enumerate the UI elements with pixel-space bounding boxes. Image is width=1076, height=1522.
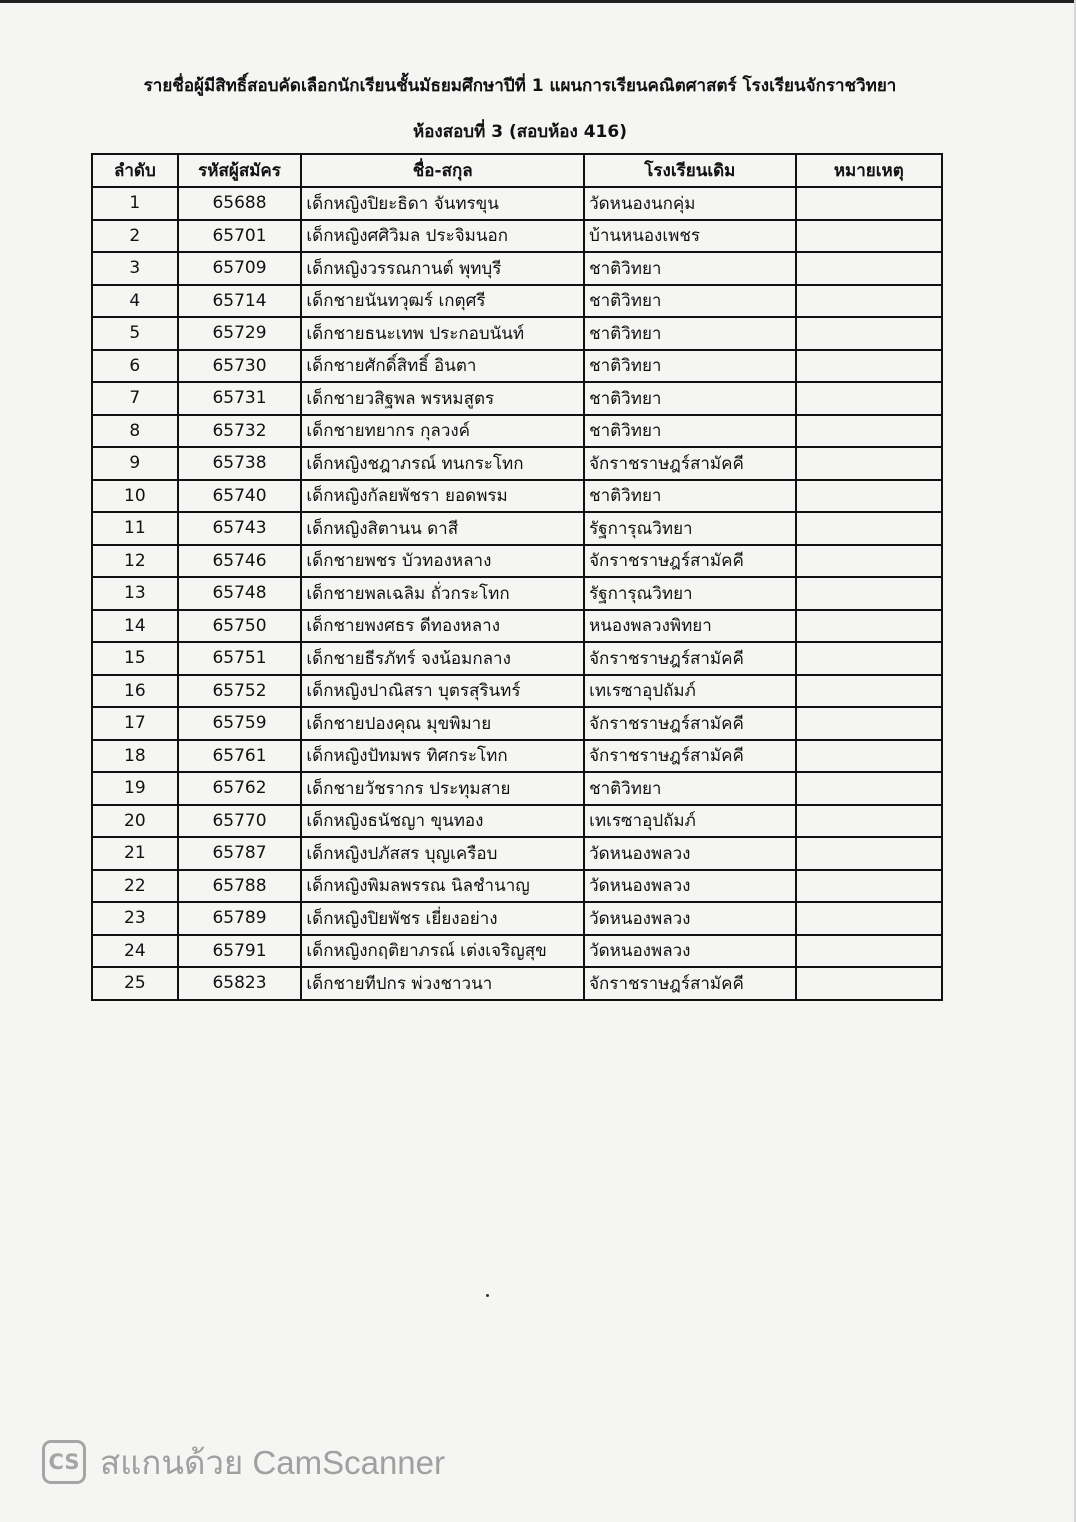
cell-remark	[796, 220, 942, 253]
cell-full-name: เด็กหญิงธนัชญา ขุนทอง	[301, 805, 584, 838]
camscanner-watermark	[42, 1437, 445, 1487]
cell-applicant-code: 65738	[178, 447, 302, 480]
cell-applicant-code: 65752	[178, 675, 302, 708]
cell-previous-school: เทเรซาอุปถัมภ์	[584, 675, 796, 708]
cell-full-name: เด็กหญิงศศิวิมล ประจิมนอก	[301, 220, 584, 253]
cell-remark	[796, 545, 942, 578]
table-row	[92, 805, 942, 838]
cell-remark	[796, 675, 942, 708]
cell-applicant-code: 65709	[178, 252, 302, 285]
table-row	[92, 837, 942, 870]
table-row	[92, 967, 942, 1000]
cell-applicant-code: 65788	[178, 870, 302, 903]
cell-remark	[796, 285, 942, 318]
cell-previous-school: บ้านหนองเพชร	[584, 220, 796, 253]
cell-remark	[796, 707, 942, 740]
cell-previous-school: จักราชราษฎร์สามัคคี	[584, 707, 796, 740]
cell-order: 11	[92, 512, 178, 545]
cell-full-name: เด็กหญิงปัทมพร ทิศกระโทก	[301, 740, 584, 773]
cell-applicant-code: 65746	[178, 545, 302, 578]
table-row	[92, 382, 942, 415]
cell-previous-school: วัดหนองพลวง	[584, 837, 796, 870]
cell-applicant-code: 65750	[178, 610, 302, 643]
cell-full-name: เด็กหญิงปาณิสรา บุตรสุรินทร์	[301, 675, 584, 708]
cell-full-name: เด็กชายทีปกร พ่วงชาวนา	[301, 967, 584, 1000]
cell-previous-school: ชาติวิทยา	[584, 382, 796, 415]
cell-remark	[796, 837, 942, 870]
cell-full-name: เด็กหญิงกฤติยาภรณ์ เต่งเจริญสุข	[301, 935, 584, 968]
table-header-row	[92, 154, 942, 187]
column-header-code: รหัสผู้สมัคร	[178, 154, 302, 187]
document-title: รายชื่อผู้มีสิทธิ์สอบคัดเลือกนักเรียนชั้นมัธยมศึกษาปีที่ 1 แผนการเรียนคณิตศาสตร์ โรงเรียนจักราชวิทยา	[143, 76, 897, 96]
cell-full-name: เด็กหญิงปิยพัชร เยี่ยงอย่าง	[301, 902, 584, 935]
cell-full-name: เด็กชายทยากร กุลวงค์	[301, 415, 584, 448]
cell-order: 16	[92, 675, 178, 708]
cell-remark	[796, 187, 942, 220]
table-row	[92, 610, 942, 643]
cell-applicant-code: 65759	[178, 707, 302, 740]
cell-full-name: เด็กหญิงปิยะธิดา จันทรขุน	[301, 187, 584, 220]
cell-applicant-code: 65789	[178, 902, 302, 935]
cell-remark	[796, 935, 942, 968]
cell-remark	[796, 642, 942, 675]
cell-applicant-code: 65730	[178, 350, 302, 383]
table-row	[92, 935, 942, 968]
cell-applicant-code: 65701	[178, 220, 302, 253]
cell-order: 6	[92, 350, 178, 383]
cell-full-name: เด็กชายศักดิ์สิทธิ์ อินตา	[301, 350, 584, 383]
cell-full-name: เด็กชายวสิฐพล พรหมสูตร	[301, 382, 584, 415]
cell-remark	[796, 577, 942, 610]
cell-full-name: เด็กหญิงปภัสสร บุญเครือบ	[301, 837, 584, 870]
cell-full-name: เด็กชายพชร บัวทองหลาง	[301, 545, 584, 578]
cell-order: 17	[92, 707, 178, 740]
cell-applicant-code: 65731	[178, 382, 302, 415]
cell-remark	[796, 317, 942, 350]
table-body	[92, 187, 942, 1000]
table-row	[92, 707, 942, 740]
cell-previous-school: ชาติวิทยา	[584, 480, 796, 513]
cell-applicant-code: 65787	[178, 837, 302, 870]
table-row	[92, 447, 942, 480]
cell-full-name: เด็กหญิงพิมลพรรณ นิลชำนาญ	[301, 870, 584, 903]
table-row	[92, 740, 942, 773]
table-row	[92, 285, 942, 318]
scan-speck	[486, 1294, 489, 1297]
candidate-table	[91, 153, 943, 1001]
table-row	[92, 317, 942, 350]
cell-order: 21	[92, 837, 178, 870]
table-row	[92, 415, 942, 448]
cell-applicant-code: 65748	[178, 577, 302, 610]
cell-remark	[796, 805, 942, 838]
cell-remark	[796, 350, 942, 383]
cell-applicant-code: 65751	[178, 642, 302, 675]
cell-order: 5	[92, 317, 178, 350]
cell-order: 24	[92, 935, 178, 968]
cell-previous-school: หนองพลวงพิทยา	[584, 610, 796, 643]
table-row	[92, 545, 942, 578]
cell-remark	[796, 967, 942, 1000]
table-row	[92, 642, 942, 675]
cell-full-name: เด็กชายนันทวุฒร์ เกตุศรี	[301, 285, 584, 318]
cell-previous-school: จักราชราษฎร์สามัคคี	[584, 447, 796, 480]
cell-order: 2	[92, 220, 178, 253]
table-row	[92, 870, 942, 903]
table-row	[92, 577, 942, 610]
cell-applicant-code: 65714	[178, 285, 302, 318]
table-row	[92, 350, 942, 383]
cell-remark	[796, 772, 942, 805]
watermark-text: สแกนด้วย CamScanner	[100, 1443, 446, 1481]
cell-applicant-code: 65729	[178, 317, 302, 350]
top-border-line	[0, 0, 1076, 3]
cell-remark	[796, 512, 942, 545]
table-row	[92, 902, 942, 935]
cell-full-name: เด็กหญิงวรรณกานต์ พุทบุรี	[301, 252, 584, 285]
table-row	[92, 187, 942, 220]
cell-remark	[796, 252, 942, 285]
cell-remark	[796, 740, 942, 773]
document-subtitle: ห้องสอบที่ 3 (สอบห้อง 416)	[412, 122, 627, 142]
cell-previous-school: วัดหนองนกคุ่ม	[584, 187, 796, 220]
cell-previous-school: วัดหนองพลวง	[584, 902, 796, 935]
cell-full-name: เด็กหญิงกัลยพัชรา ยอดพรม	[301, 480, 584, 513]
cell-order: 20	[92, 805, 178, 838]
cell-order: 9	[92, 447, 178, 480]
cell-order: 12	[92, 545, 178, 578]
cell-previous-school: จักราชราษฎร์สามัคคี	[584, 967, 796, 1000]
table-row	[92, 252, 942, 285]
cell-full-name: เด็กชายปองคุณ มุขพิมาย	[301, 707, 584, 740]
cell-previous-school: ชาติวิทยา	[584, 285, 796, 318]
column-header-note: หมายเหตุ	[796, 154, 942, 187]
cell-previous-school: วัดหนองพลวง	[584, 935, 796, 968]
cell-remark	[796, 447, 942, 480]
cell-order: 8	[92, 415, 178, 448]
cell-previous-school: จักราชราษฎร์สามัคคี	[584, 545, 796, 578]
cell-order: 1	[92, 187, 178, 220]
cell-applicant-code: 65743	[178, 512, 302, 545]
cell-previous-school: วัดหนองพลวง	[584, 870, 796, 903]
cell-remark	[796, 480, 942, 513]
cell-full-name: เด็กหญิงสิตานน ดาสี	[301, 512, 584, 545]
cell-remark	[796, 610, 942, 643]
cell-full-name: เด็กหญิงชฎาภรณ์ ทนกระโทก	[301, 447, 584, 480]
cell-order: 25	[92, 967, 178, 1000]
cell-applicant-code: 65823	[178, 967, 302, 1000]
cell-order: 14	[92, 610, 178, 643]
cell-applicant-code: 65732	[178, 415, 302, 448]
cell-previous-school: เทเรซาอุปถัมภ์	[584, 805, 796, 838]
camscanner-logo-icon: CS	[42, 1440, 86, 1484]
cell-full-name: เด็กชายธีรภัทร์ จงน้อมกลาง	[301, 642, 584, 675]
cell-order: 15	[92, 642, 178, 675]
cell-order: 19	[92, 772, 178, 805]
cell-previous-school: ชาติวิทยา	[584, 252, 796, 285]
cell-remark	[796, 415, 942, 448]
table-row	[92, 480, 942, 513]
cell-full-name: เด็กชายธนะเทพ ประกอบนันท์	[301, 317, 584, 350]
cell-previous-school: จักราชราษฎร์สามัคคี	[584, 740, 796, 773]
cell-order: 13	[92, 577, 178, 610]
cell-applicant-code: 65762	[178, 772, 302, 805]
cell-full-name: เด็กชายพลเฉลิม ถั่วกระโทก	[301, 577, 584, 610]
cell-previous-school: รัฐการุณวิทยา	[584, 577, 796, 610]
column-header-order: ลำดับ	[92, 154, 178, 187]
cell-previous-school: ชาติวิทยา	[584, 350, 796, 383]
cell-previous-school: ชาติวิทยา	[584, 317, 796, 350]
cell-applicant-code: 65688	[178, 187, 302, 220]
cell-order: 23	[92, 902, 178, 935]
cell-remark	[796, 382, 942, 415]
cell-previous-school: รัฐการุณวิทยา	[584, 512, 796, 545]
cell-remark	[796, 870, 942, 903]
cell-order: 4	[92, 285, 178, 318]
cell-previous-school: ชาติวิทยา	[584, 772, 796, 805]
table-row	[92, 512, 942, 545]
cell-order: 7	[92, 382, 178, 415]
cell-previous-school: ชาติวิทยา	[584, 415, 796, 448]
cell-order: 10	[92, 480, 178, 513]
cell-order: 18	[92, 740, 178, 773]
table-row	[92, 772, 942, 805]
table-row	[92, 675, 942, 708]
cell-applicant-code: 65740	[178, 480, 302, 513]
column-header-school: โรงเรียนเดิม	[584, 154, 796, 187]
cell-order: 22	[92, 870, 178, 903]
cell-full-name: เด็กชายพงศธร ดีทองหลาง	[301, 610, 584, 643]
cell-applicant-code: 65761	[178, 740, 302, 773]
cell-applicant-code: 65770	[178, 805, 302, 838]
cell-order: 3	[92, 252, 178, 285]
cell-remark	[796, 902, 942, 935]
cell-applicant-code: 65791	[178, 935, 302, 968]
cell-full-name: เด็กชายวัชรากร ประทุมสาย	[301, 772, 584, 805]
column-header-name: ชื่อ-สกุล	[301, 154, 584, 187]
cell-previous-school: จักราชราษฎร์สามัคคี	[584, 642, 796, 675]
table-row	[92, 220, 942, 253]
